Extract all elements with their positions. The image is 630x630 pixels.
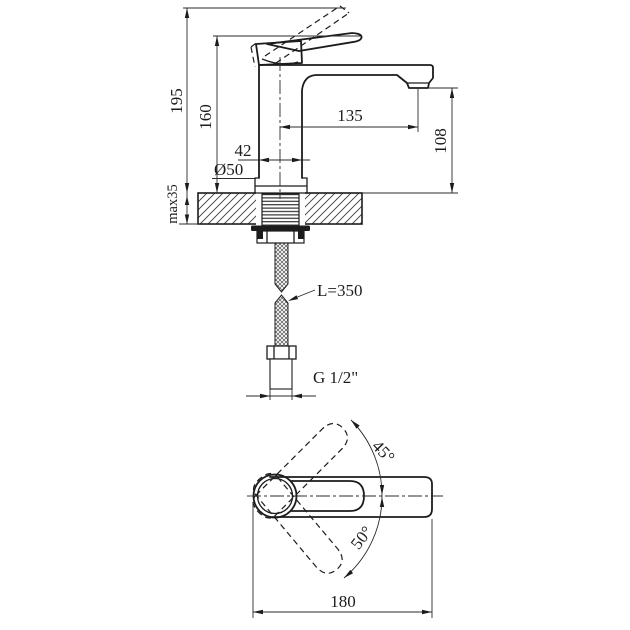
- mounting-deck: [198, 192, 458, 226]
- base-flange: [255, 178, 307, 193]
- mounting-nut: [251, 226, 310, 244]
- dim-spout-reach-label: 135: [337, 106, 363, 125]
- dimension-max35: [165, 184, 200, 224]
- faucet-body: [255, 65, 433, 193]
- side-view: [165, 6, 458, 400]
- dim-outlet-height-label: 108: [431, 128, 450, 154]
- dim-body-height-label: 160: [196, 104, 215, 130]
- handle-raised-phantom: [251, 6, 349, 67]
- handle-phantom-45: [249, 418, 353, 522]
- dim-overall-length-label: 180: [330, 592, 356, 611]
- angle-50-label: 50°: [346, 522, 377, 553]
- dim-body-width-label: 42: [234, 141, 252, 160]
- dim-base-diameter-label: Ø50: [214, 160, 244, 179]
- top-view: [247, 418, 443, 618]
- dimension-g12: [246, 368, 358, 400]
- angle-45-label: 45°: [368, 436, 399, 467]
- dimension-d50: [212, 160, 256, 179]
- hose-length-label: L=350: [317, 281, 363, 300]
- dimension-135: [280, 89, 418, 132]
- dimension-42: [235, 141, 311, 162]
- flexible-hose: [275, 243, 288, 346]
- thread-size-label: G 1/2": [313, 368, 359, 387]
- handle-phantom-50: [249, 469, 347, 578]
- hose-fitting: [267, 346, 296, 389]
- threaded-shank: [262, 194, 299, 226]
- label-hose-length: [288, 281, 362, 301]
- dim-overall-height-label: 195: [167, 88, 186, 114]
- angle-dimension-arcs: [344, 420, 398, 578]
- dim-max-deck-label: max35: [165, 184, 181, 224]
- handle-rest: [256, 33, 362, 65]
- dimension-108: [428, 88, 458, 193]
